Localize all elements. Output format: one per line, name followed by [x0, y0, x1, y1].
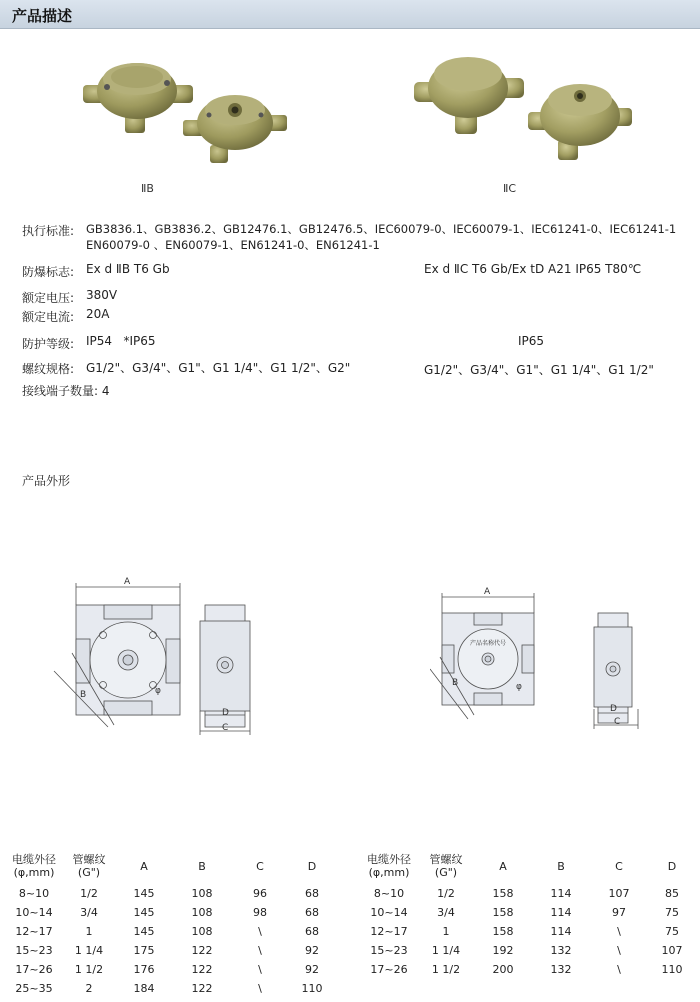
- table-cell: \: [617, 925, 621, 938]
- table-cell: 114: [550, 925, 572, 938]
- table-cell: 184: [133, 982, 155, 995]
- table-header-right-3: B: [557, 859, 565, 873]
- dim-label-b-left: B: [80, 690, 87, 700]
- table-row: [360, 884, 696, 903]
- table-cell: 15~23: [370, 944, 408, 957]
- protection-right: IP65: [518, 334, 545, 348]
- caption-iic: ⅡC: [503, 182, 517, 195]
- table-cell: 8~10: [18, 887, 50, 900]
- table-header-left-0: 电缆外径 (φ,mm): [12, 853, 56, 879]
- table-cell: 10~14: [15, 906, 53, 919]
- table-cell: 68: [305, 925, 319, 938]
- thread-left: G1/2"、G3/4"、G1"、G1 1/4"、G1 1/2"、G2": [86, 361, 351, 375]
- dim-label-c-left: C: [222, 723, 229, 733]
- table-cell: 96: [253, 887, 267, 900]
- table-row: [6, 884, 336, 903]
- current-value: 20A: [86, 307, 110, 321]
- table-cell: 17~26: [370, 963, 408, 976]
- table-cell: 92: [305, 944, 319, 957]
- ex-mark-left: Ex d ⅡB T6 Gb: [86, 262, 170, 276]
- table-cell: \: [617, 944, 621, 957]
- table-header-right-1: 管螺纹 (G"): [429, 853, 463, 879]
- nameplate-text: 产品名称代号: [470, 640, 507, 647]
- table-cell: 145: [133, 906, 155, 919]
- table-cell: 145: [133, 925, 155, 938]
- caption-iib: ⅡB: [141, 182, 154, 195]
- table-row: [360, 941, 696, 960]
- table-cell: 68: [305, 906, 319, 919]
- dim-label-a-right: A: [484, 587, 491, 597]
- table-cell: 122: [191, 944, 213, 957]
- standard-label: 执行标准:: [22, 224, 75, 238]
- table-cell: 17~26: [15, 963, 53, 976]
- table-cell: 145: [133, 887, 155, 900]
- table-cell: 110: [301, 982, 323, 995]
- table-cell: \: [258, 925, 262, 938]
- table-header-left-4: C: [256, 859, 264, 873]
- table-cell: 85: [665, 887, 679, 900]
- table-cell: 75: [665, 925, 679, 938]
- table-row: [6, 960, 336, 979]
- ex-mark-label: 防爆标志:: [22, 265, 75, 279]
- product-photo-iib: [75, 55, 300, 170]
- section-title: 产品描述: [12, 7, 73, 25]
- table-cell: 92: [305, 963, 319, 976]
- table-header-left-1: 管螺纹 (G"): [72, 853, 106, 879]
- table-header-right-4: C: [615, 859, 623, 873]
- table-cell: 107: [661, 944, 683, 957]
- table-cell: \: [258, 982, 262, 995]
- drawing-iic: [430, 585, 650, 735]
- table-cell: 3/4: [80, 906, 98, 919]
- table-row: [6, 941, 336, 960]
- table-row: [360, 960, 696, 979]
- table-cell: 158: [492, 887, 514, 900]
- table-row: [6, 922, 336, 941]
- current-label: 额定电流:: [22, 310, 75, 324]
- table-cell: 25~35: [15, 982, 53, 995]
- table-cell: \: [258, 963, 262, 976]
- dims-table-iib: [6, 848, 336, 998]
- table-header-right-2: A: [499, 859, 507, 873]
- table-header-left-5: D: [307, 859, 317, 873]
- table-cell: 1 1/4: [431, 944, 461, 957]
- table-cell: 107: [608, 887, 630, 900]
- table-cell: 10~14: [370, 906, 408, 919]
- terminals-label-text: 接线端子数量:: [22, 384, 99, 398]
- table-cell: 176: [133, 963, 155, 976]
- table-cell: 108: [191, 887, 213, 900]
- table-cell: 200: [492, 963, 514, 976]
- table-header-right-0: 电缆外径 (φ,mm): [367, 853, 411, 879]
- table-cell: 122: [191, 963, 213, 976]
- table-cell: 2: [85, 982, 93, 995]
- table-cell: 1 1/2: [431, 963, 461, 976]
- table-cell: 12~17: [15, 925, 53, 938]
- terminals-label: [22, 382, 110, 399]
- section-header: [0, 0, 700, 29]
- table-cell: 132: [550, 944, 572, 957]
- table-cell: 158: [492, 925, 514, 938]
- table-cell: 114: [550, 906, 572, 919]
- table-row: [360, 922, 696, 941]
- table-header-right-5: D: [667, 859, 677, 873]
- dim-label-phi-left: φ: [155, 686, 161, 696]
- product-photo-iic: [410, 50, 640, 165]
- dim-label-d-right: D: [610, 704, 617, 714]
- dim-label-b-right: B: [452, 678, 459, 688]
- table-cell: 3/4: [437, 906, 455, 919]
- voltage-value: 380V: [86, 288, 118, 302]
- drawing-iib: [50, 575, 270, 740]
- standard-line2: EN60079-0 、EN60079-1、EN61241-0、EN61241-1: [86, 238, 380, 252]
- table-header-left-2: A: [140, 859, 148, 873]
- table-cell: 68: [305, 887, 319, 900]
- table-cell: 98: [253, 906, 267, 919]
- table-cell: 8~10: [373, 887, 405, 900]
- table-cell: 108: [191, 925, 213, 938]
- protection-left: IP54 *IP65: [86, 334, 156, 348]
- dim-label-d-left: D: [222, 708, 229, 718]
- table-cell: 1 1/2: [74, 963, 104, 976]
- table-cell: 75: [665, 906, 679, 919]
- table-cell: 1/2: [437, 887, 455, 900]
- terminals-value: 4: [101, 384, 110, 398]
- table-cell: 132: [550, 963, 572, 976]
- dim-label-phi-right: φ: [516, 682, 522, 692]
- table-header-left-3: B: [198, 859, 206, 873]
- table-cell: 122: [191, 982, 213, 995]
- table-cell: 1 1/4: [74, 944, 104, 957]
- table-cell: 158: [492, 906, 514, 919]
- dims-table-iic: [360, 848, 696, 979]
- table-cell: 175: [133, 944, 155, 957]
- dim-label-c-right: C: [614, 717, 621, 727]
- standard-line1: GB3836.1、GB3836.2、GB12476.1、GB12476.5、IEC60079-0、IEC60079-1、IEC61241-0、IEC61241-1: [86, 222, 677, 236]
- table-cell: 15~23: [15, 944, 53, 957]
- protection-label: 防护等级:: [22, 337, 75, 351]
- table-cell: \: [617, 963, 621, 976]
- table-cell: 192: [492, 944, 514, 957]
- table-cell: \: [258, 944, 262, 957]
- voltage-label: 额定电压:: [22, 291, 75, 305]
- table-cell: 108: [191, 906, 213, 919]
- ex-mark-right: Ex d ⅡC T6 Gb/Ex tD A21 IP65 T80℃: [424, 262, 642, 276]
- table-cell: 97: [612, 906, 626, 919]
- thread-right: G1/2"、G3/4"、G1"、G1 1/4"、G1 1/2": [424, 363, 654, 377]
- table-row: [6, 979, 336, 998]
- table-cell: 1: [442, 925, 450, 938]
- outline-title: 产品外形: [22, 474, 71, 488]
- thread-label: 螺纹规格:: [22, 362, 75, 376]
- table-row: [6, 903, 336, 922]
- table-row: [360, 903, 696, 922]
- table-cell: 1/2: [80, 887, 98, 900]
- dim-label-a-left: A: [124, 577, 131, 587]
- table-cell: 12~17: [370, 925, 408, 938]
- table-cell: 1: [85, 925, 93, 938]
- table-cell: 114: [550, 887, 572, 900]
- table-cell: 110: [661, 963, 683, 976]
